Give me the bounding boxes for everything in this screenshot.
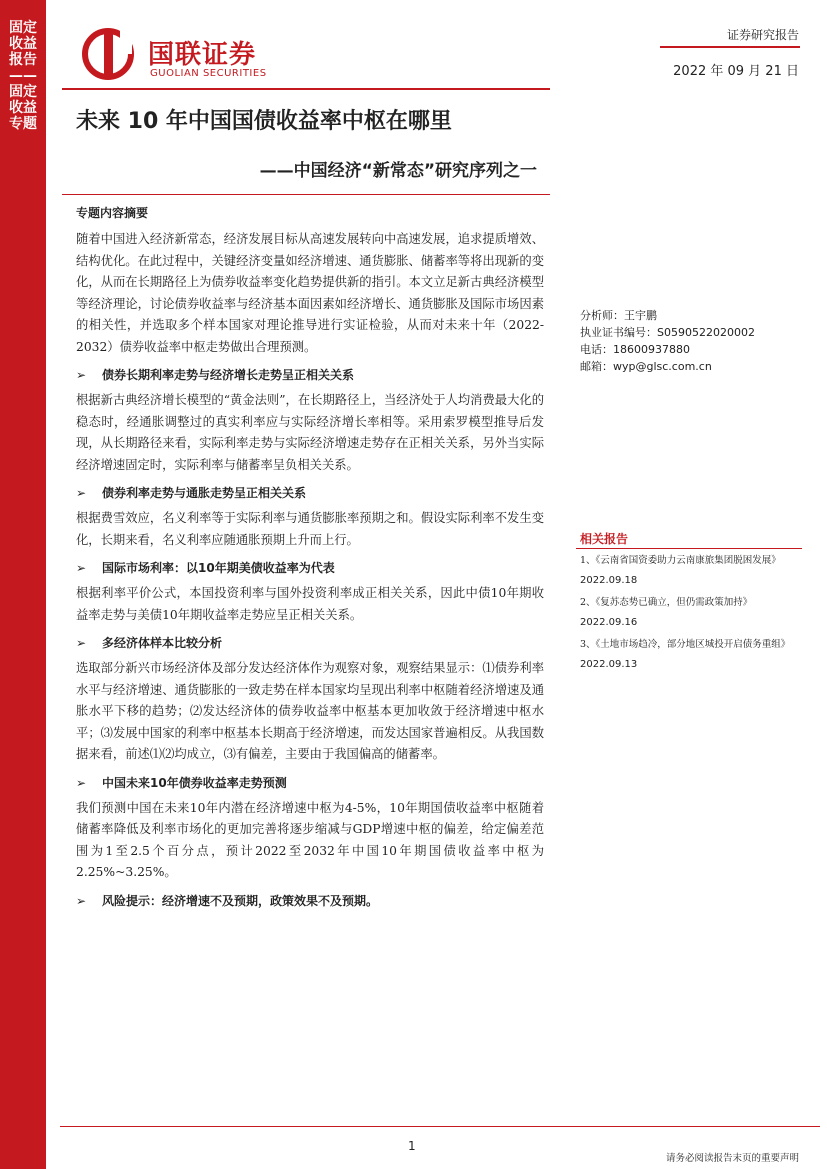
analyst-cert: 执业证书编号：S0590522020002	[580, 326, 755, 339]
footer-divider	[60, 1126, 820, 1127]
arrow-icon: ➢	[76, 486, 87, 500]
analyst-name: 分析师：王宇鹏	[580, 309, 657, 322]
section-body: 根据新古典经济增长模型的“黄金法则”，在长期路径上，当经济处于人均消费最大化的稳态时，经通胀调整过的真实利率应与实际经济增长率相等。采用索罗模型推导后发现，从长期路径来看，实际利率走势与实际经济增速走势存在正相关关系，另外当实际经济增速固定时，实际利率与储蓄率呈负相关关系。	[76, 393, 544, 472]
report-type: 证券研究报告	[726, 28, 799, 42]
related-report-item[interactable]: 2、《复苏态势已确立，但仍需政策加持》 2022.09.16	[580, 597, 753, 628]
logo-mark-icon	[82, 28, 142, 80]
analyst-phone: 电话：18600937880	[580, 343, 690, 356]
logo-name-cn: 国联证券	[148, 40, 257, 70]
footer-disclaimer: 请务必阅读报告末页的重要声明	[665, 1153, 799, 1164]
arrow-icon: ➢	[76, 775, 87, 790]
section-heading: ➢ 中国未来10年债券收益率走势预测	[76, 775, 287, 790]
section-heading: ➢ 多经济体样本比较分析	[76, 636, 223, 650]
section-body: 我们预测中国在未来10年内潜在经济增速中枢为4-5%，10年期国债收益率中枢随着储蓄率降低及利率市场化的更加完善将逐步缩减与GDP增速中枢的偏差，给定偏差范围为1至2.5个百分点，预计2022至2032年中国10年期国债收益率中枢为2.25%~3.25%。	[76, 800, 544, 879]
title-divider	[62, 88, 550, 90]
page-title: 未来 10 年中国国债收益率中枢在哪里	[76, 109, 452, 134]
company-logo	[82, 28, 312, 83]
arrow-icon: ➢	[76, 561, 87, 575]
arrow-icon: ➢	[76, 368, 87, 382]
risk-heading: ➢ 风险提示：经济增速不及预期，政策效果不及预期。	[76, 893, 379, 908]
arrow-icon: ➢	[76, 893, 87, 908]
abstract-label: 专题内容摘要	[76, 206, 149, 220]
related-reports-title: 相关报告	[580, 532, 629, 546]
report-date: 2022 年 09 月 21 日	[673, 64, 799, 79]
section-heading: ➢ 国际市场利率：以10年期美债收益率为代表	[76, 561, 335, 575]
section-body: 选取部分新兴市场经济体及部分发达经济体作为观察对象，观察结果显示：⑴债券利率水平与经济增速、通货膨胀的一致走势在样本国家均呈现出利率中枢随着经济增速及通胀水平下移的趋势；⑵发达经济体的债券收益率中枢基本更加收敛于经济增速中枢水平；⑶发展中国家的利率中枢基本长期高于经济增速，而发达国家普遍相反。从我国数据来看，前述⑴⑵均成立，⑶有偏差，主要由于我国偏高的储蓄率。	[76, 661, 544, 761]
section-heading: ➢ 债券长期利率走势与经济增长走势呈正相关关系	[76, 368, 355, 382]
abstract-body	[76, 229, 544, 916]
section-heading: ➢ 债券利率走势与通胀走势呈正相关关系	[76, 486, 307, 500]
side-bar	[0, 0, 46, 1169]
analyst-info	[580, 307, 755, 375]
related-reports	[580, 554, 810, 680]
intro-paragraph: 随着中国进入经济新常态，经济发展目标从高速发展转向中高速发展，追求提质增效、结构优化。在此过程中，关键经济变量如经济增速、通货膨胀、储蓄率等将出现新的变化，从而在长期路径上为债券收益率变化趋势提供新的指引。本文立足新古典经济模型等经济理论，讨论债券收益率与经济基本面因素如经济增长、通货膨胀及国际市场因素的相关性，并选取多个样本国家对理论推导进行实证检验，从而对未来十年（2022-2032）债券收益率中枢走势做出合理预测。	[76, 232, 544, 354]
page-number: 1	[408, 1139, 416, 1153]
section-body: 根据费雪效应，名义利率等于实际利率与通货膨胀率预期之和。假设实际利率不发生变化，长期来看，名义利率应随通胀预期上升而上行。	[76, 511, 544, 547]
related-divider	[576, 548, 802, 549]
related-report-item[interactable]: 1、《云南省国资委助力云南康旅集团脱困发展》 2022.09.18	[580, 555, 781, 586]
analyst-email: 邮箱：wyp@glsc.com.cn	[580, 360, 712, 373]
header-divider	[660, 46, 800, 48]
subtitle-divider	[62, 194, 550, 195]
section-body: 根据利率平价公式，本国投资利率与国外投资利率成正相关关系，因此中债10年期收益率走势与美债10年期收益率走势应呈正相关关系。	[76, 586, 544, 622]
side-label: 固定收益报告——固定收益专题	[9, 20, 37, 132]
logo-name-en: GUOLIAN SECURITIES	[150, 68, 267, 79]
arrow-icon: ➢	[76, 636, 87, 650]
related-report-item[interactable]: 3、《土地市场趋冷，部分地区城投开启债务重组》 2022.09.13	[580, 639, 791, 670]
page-subtitle: ——中国经济“新常态”研究序列之一	[259, 161, 537, 181]
